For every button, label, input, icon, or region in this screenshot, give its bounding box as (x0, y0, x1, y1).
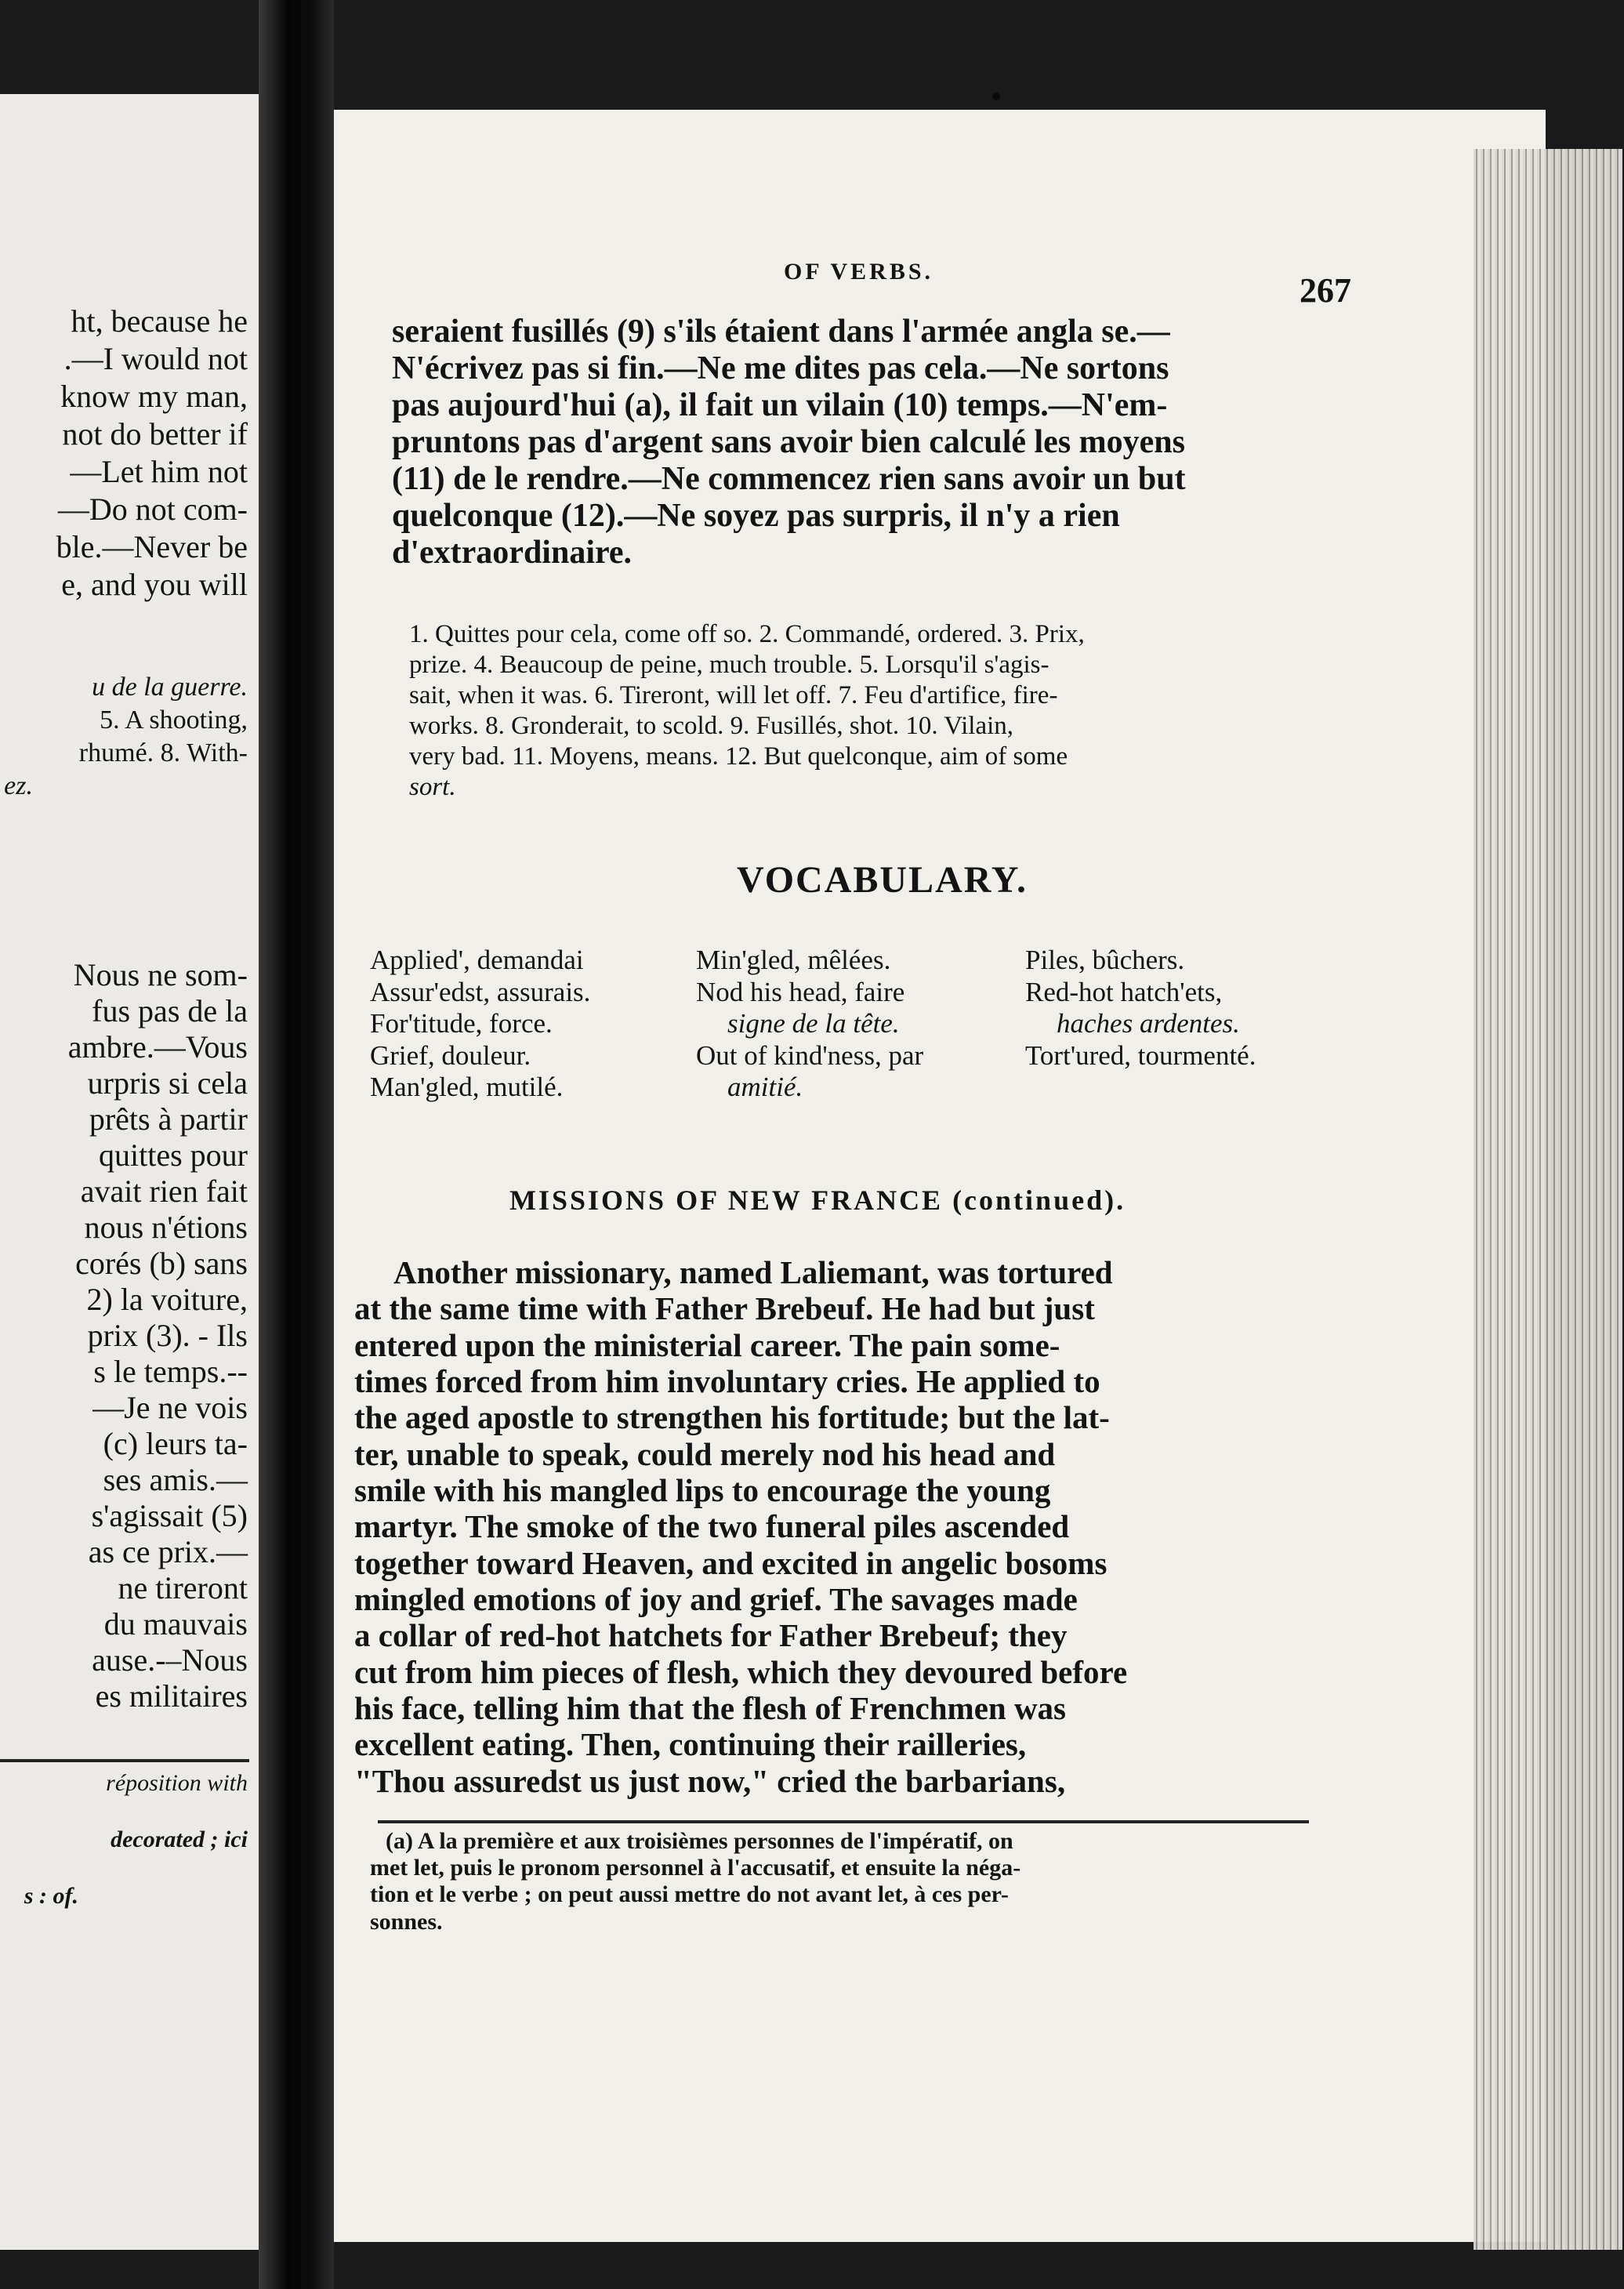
reading-line: ter, unable to speak, could merely nod his head and (354, 1435, 1056, 1472)
reading-line: at the same time with Father Brebeuf. He had but just (354, 1290, 1095, 1327)
left-note: ez. (4, 771, 33, 800)
note-line: very bad. 11. Moyens, means. 12. But quelconque, aim of some (409, 742, 1068, 771)
vocabulary-title: VOCABULARY. (737, 859, 1028, 901)
left-line: as ce prix.— (88, 1534, 248, 1569)
reading-line: entered upon the ministerial career. The pain some- (354, 1326, 1060, 1363)
vocab-entry: Grief, douleur. (370, 1039, 531, 1071)
vocab-entry: Min'gled, mêlées. (696, 945, 891, 975)
footnote-line: sonnes. (370, 1908, 443, 1935)
scan-speck (992, 93, 1000, 100)
reading-line: times forced from him involuntary cries. He applied to (354, 1362, 1100, 1399)
exercise-line: (11) de le rendre.—Ne commencez rien sans avoir un but (392, 461, 1186, 498)
vocab-entry: Applied', demandai (370, 945, 584, 975)
vocab-entry: For'titude, force. (370, 1008, 553, 1039)
left-footnote-rule (0, 1759, 249, 1762)
left-line: es militaires (95, 1678, 248, 1714)
left-line: ses amis.— (103, 1462, 248, 1497)
left-line: urpris si cela (87, 1065, 248, 1101)
reading-line: a collar of red-hot hatchets for Father Brebeuf; they (354, 1617, 1068, 1654)
reading-line: together toward Heaven, and excited in angelic bosoms (354, 1544, 1107, 1581)
exercise-line: pruntons pas d'argent sans avoir bien calculé les moyens (392, 424, 1185, 461)
left-line: ht, because he (71, 303, 248, 339)
left-line: fus pas de la (92, 993, 248, 1028)
left-footnote: s : of. (24, 1883, 78, 1909)
left-line: —Je ne vois (92, 1390, 248, 1425)
note-line: 1. Quittes pour cela, come off so. 2. Commandé, ordered. 3. Prix, (409, 620, 1085, 648)
vocab-entry: Man'gled, mutilé. (370, 1072, 564, 1103)
left-line: Nous ne som- (73, 957, 248, 992)
reading-line: mingled emotions of joy and grief. The savages made (354, 1580, 1078, 1617)
reading-line: smile with his mangled lips to encourage the young (354, 1471, 1051, 1508)
left-footnote: decorated ; ici (111, 1826, 248, 1852)
left-line: know my man, (60, 379, 248, 414)
footnote (370, 1828, 1020, 1935)
left-footnote: réposition with (106, 1770, 248, 1796)
footnote-line: met let, puis le pronom personnel à l'accusatif, et ensuite la néga- (370, 1855, 1021, 1881)
left-line: avait rien fait (80, 1174, 248, 1209)
exercise-line: quelconque (12).—Ne soyez pas surpris, il n'y a rien (392, 498, 1120, 535)
note-line: works. 8. Gronderait, to scold. 9. Fusillés, shot. 10. Vilain, (409, 711, 1014, 740)
exercise-line: N'écrivez pas si fin.—Ne me dites pas cela.—Ne sortons (392, 350, 1169, 387)
vocab-entry: signe de la tête. (727, 1008, 900, 1039)
vocabulary-column-1 (370, 945, 590, 1104)
exercise-line: pas aujourd'hui (a), il fait un vilain (10) temps.—N'em- (392, 387, 1168, 424)
left-line: ause.-–Nous (92, 1642, 248, 1678)
vocab-entry: haches ardentes. (1057, 1008, 1240, 1039)
vocabulary-column-3 (1025, 945, 1256, 1072)
left-note: rhumé. 8. With- (78, 738, 248, 767)
left-line: ambre.—Vous (67, 1029, 248, 1065)
left-line: —Do not com- (57, 492, 248, 527)
left-line: (c) leurs ta- (103, 1426, 248, 1461)
left-line: not do better if (62, 416, 248, 452)
vocab-entry: Red-hot hatch'ets, (1025, 976, 1223, 1007)
section-title: MISSIONS OF NEW FRANCE (continued). (509, 1184, 1126, 1216)
page-number: 267 (1300, 271, 1351, 310)
left-line: quittes pour (99, 1137, 248, 1173)
vocab-entry: Nod his head, faire (696, 976, 905, 1007)
exercise-line: d'extraordinaire. (392, 535, 633, 571)
reading-line: "Thou assuredst us just now," cried the barbarians, (354, 1762, 1066, 1799)
left-line: prix (3). - Ils (87, 1318, 248, 1353)
book-gutter (259, 0, 334, 2289)
reading-paragraph (354, 1254, 1127, 1799)
left-line: nous n'étions (84, 1210, 248, 1245)
exercise-paragraph (392, 314, 1186, 571)
left-line: s le temps.-- (93, 1354, 248, 1389)
left-line: prêts à partir (89, 1101, 248, 1137)
note-line: sort. (409, 772, 456, 801)
left-note: 5. A shooting, (100, 706, 248, 735)
left-note: u de la guerre. (92, 673, 248, 702)
vocab-entry: Assur'edst, assurais. (370, 976, 591, 1007)
reading-line: martyr. The smoke of the two funeral piles ascended (354, 1508, 1070, 1545)
left-line: 2) la voiture, (86, 1282, 248, 1317)
reading-line: the aged apostle to strengthen his fortitude; but the lat- (354, 1399, 1110, 1436)
reading-line: cut from him pieces of flesh, which they devoured before (354, 1653, 1128, 1690)
left-line: s'agissait (5) (91, 1498, 248, 1533)
left-page (0, 94, 259, 2250)
note-line: sait, when it was. 6. Tireront, will let off. 7. Feu d'artifice, fire- (409, 680, 1058, 709)
left-line: du mauvais (103, 1606, 248, 1641)
footnote-line: (a) A la première et aux troisièmes personnes de l'impératif, on (386, 1828, 1013, 1854)
reading-line: excellent eating. Then, continuing their railleries, (354, 1726, 1027, 1763)
left-line: ble.—Never be (56, 529, 248, 564)
running-header: OF VERBS. (784, 259, 934, 285)
reading-line: his face, telling him that the flesh of Frenchmen was (354, 1689, 1067, 1726)
vocabulary-column-2 (696, 945, 923, 1104)
footnote-rule (378, 1820, 1309, 1823)
page-edges (1474, 149, 1622, 2250)
left-line: —Let him not (70, 454, 248, 489)
vocab-entry: Piles, bûchers. (1025, 945, 1185, 975)
reading-line: Another missionary, named Laliemant, was tortured (393, 1254, 1113, 1290)
vocab-entry: amitié. (727, 1072, 803, 1103)
exercise-notes (409, 619, 1350, 803)
left-line: e, and you will (61, 567, 248, 602)
note-line: prize. 4. Beaucoup de peine, much trouble. 5. Lorsqu'il s'agis- (409, 650, 1049, 679)
left-line: ne tireront (118, 1570, 248, 1605)
left-line: .—I would not (63, 341, 248, 376)
footnote-line: tion et le verbe ; on peut aussi mettre do not avant let, à ces per- (370, 1881, 1009, 1908)
vocab-entry: Out of kind'ness, par (696, 1039, 924, 1071)
vocab-entry: Tort'ured, tourmenté. (1025, 1039, 1256, 1071)
left-line: corés (b) sans (75, 1246, 248, 1281)
exercise-line: seraient fusillés (9) s'ils étaient dans l'armée angla se.— (392, 314, 1170, 350)
